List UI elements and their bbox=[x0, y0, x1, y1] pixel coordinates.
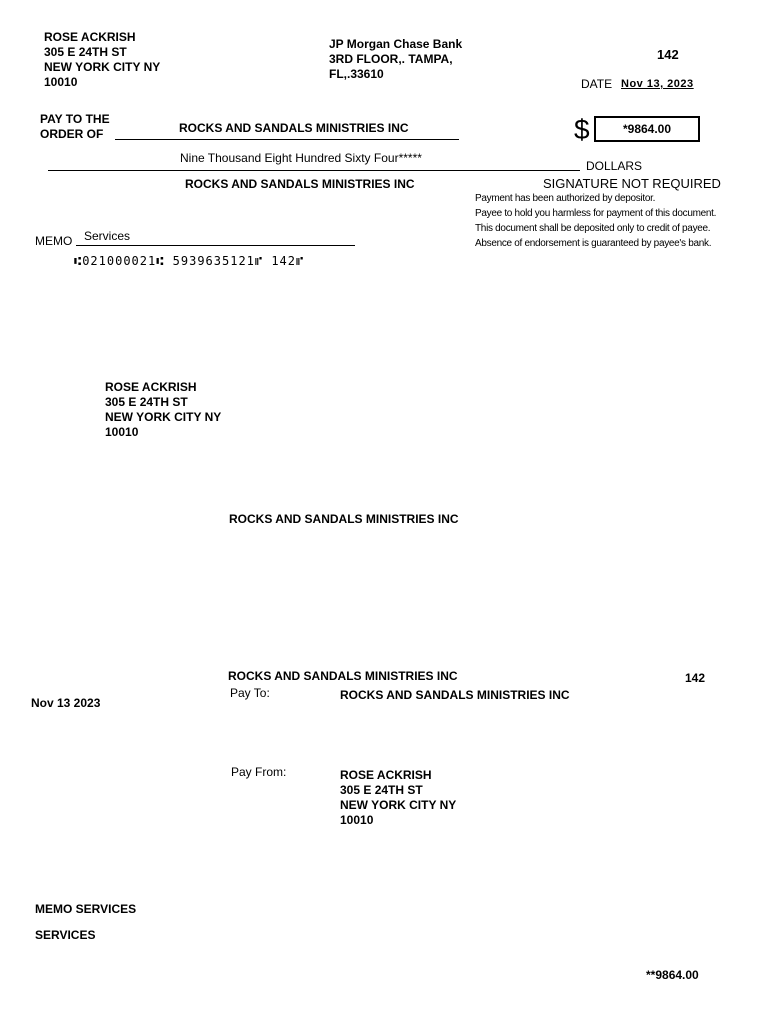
pay-from-street: 305 E 24TH ST bbox=[340, 783, 423, 797]
stub-services: SERVICES bbox=[35, 928, 96, 942]
pay-to-stub-label: Pay To: bbox=[230, 686, 270, 700]
stub-header: ROCKS AND SANDALS MINISTRIES INC bbox=[228, 669, 458, 683]
pay-to-label-line1: PAY TO THE bbox=[40, 112, 110, 126]
disclaimer-line: Absence of endorsement is guaranteed by payee's bank. bbox=[475, 238, 712, 249]
amount-words: Nine Thousand Eight Hundred Sixty Four***** bbox=[180, 151, 422, 165]
payee-name: ROCKS AND SANDALS MINISTRIES INC bbox=[179, 121, 409, 135]
check-number: 142 bbox=[657, 47, 679, 62]
bank-line3: FL,.33610 bbox=[329, 67, 384, 81]
dollars-label: DOLLARS bbox=[586, 159, 643, 173]
payer-city: NEW YORK CITY NY bbox=[44, 60, 161, 74]
disclaimer-line: Payment has been authorized by depositor. bbox=[475, 193, 656, 204]
memo-line bbox=[76, 245, 355, 246]
payee-line bbox=[115, 139, 459, 140]
date-label: DATE bbox=[581, 77, 613, 91]
from-name: ROSE ACKRISH bbox=[105, 380, 197, 394]
dollar-sign: $ bbox=[574, 114, 590, 145]
from-city: NEW YORK CITY NY bbox=[105, 410, 222, 424]
stub-date: Nov 13 2023 bbox=[31, 696, 101, 710]
amount-box bbox=[594, 116, 700, 142]
amount-value: *9864.00 bbox=[622, 122, 672, 136]
pay-from-name: ROSE ACKRISH bbox=[340, 768, 432, 782]
pay-from-stub-label: Pay From: bbox=[231, 765, 287, 779]
pay-from-stub-address bbox=[340, 768, 456, 828]
micr-line: ⑆021000021⑆ 5939635121⑈ 142⑈ bbox=[74, 254, 305, 268]
signature-note: SIGNATURE NOT REQUIRED bbox=[543, 176, 721, 191]
bank-address bbox=[329, 37, 462, 82]
from-street: 305 E 24TH ST bbox=[105, 395, 188, 409]
pay-to-stub-value: ROCKS AND SANDALS MINISTRIES INC bbox=[340, 688, 570, 702]
from-zip: 10010 bbox=[105, 425, 139, 439]
pay-to-label-line2: ORDER OF bbox=[40, 127, 104, 141]
memo-label: MEMO bbox=[35, 234, 73, 248]
disclaimer-line: Payee to hold you harmless for payment of this document. bbox=[475, 208, 717, 219]
payer-zip: 10010 bbox=[44, 75, 78, 89]
payer-street: 305 E 24TH ST bbox=[44, 45, 127, 59]
payee-repeat: ROCKS AND SANDALS MINISTRIES INC bbox=[185, 177, 415, 191]
recipient-address: ROCKS AND SANDALS MINISTRIES INC bbox=[229, 512, 459, 526]
amount-words-line bbox=[48, 170, 580, 171]
pay-from-zip: 10010 bbox=[340, 813, 374, 827]
memo-value: Services bbox=[84, 229, 131, 243]
disclaimer-line: This document shall be deposited only to credit of payee. bbox=[475, 223, 711, 234]
pay-from-city: NEW YORK CITY NY bbox=[340, 798, 457, 812]
pay-to-label bbox=[40, 112, 110, 142]
return-address bbox=[105, 380, 221, 440]
stub-memo: MEMO SERVICES bbox=[35, 902, 137, 916]
bank-line2: 3RD FLOOR,. TAMPA, bbox=[329, 52, 453, 66]
stub-amount: **9864.00 bbox=[646, 968, 699, 982]
payer-name: ROSE ACKRISH bbox=[44, 30, 136, 44]
disclaimer bbox=[475, 191, 716, 251]
payer-address bbox=[44, 30, 160, 90]
stub-number: 142 bbox=[685, 671, 706, 685]
date-value: Nov 13, 2023 bbox=[621, 78, 694, 90]
bank-name: JP Morgan Chase Bank bbox=[329, 37, 463, 51]
